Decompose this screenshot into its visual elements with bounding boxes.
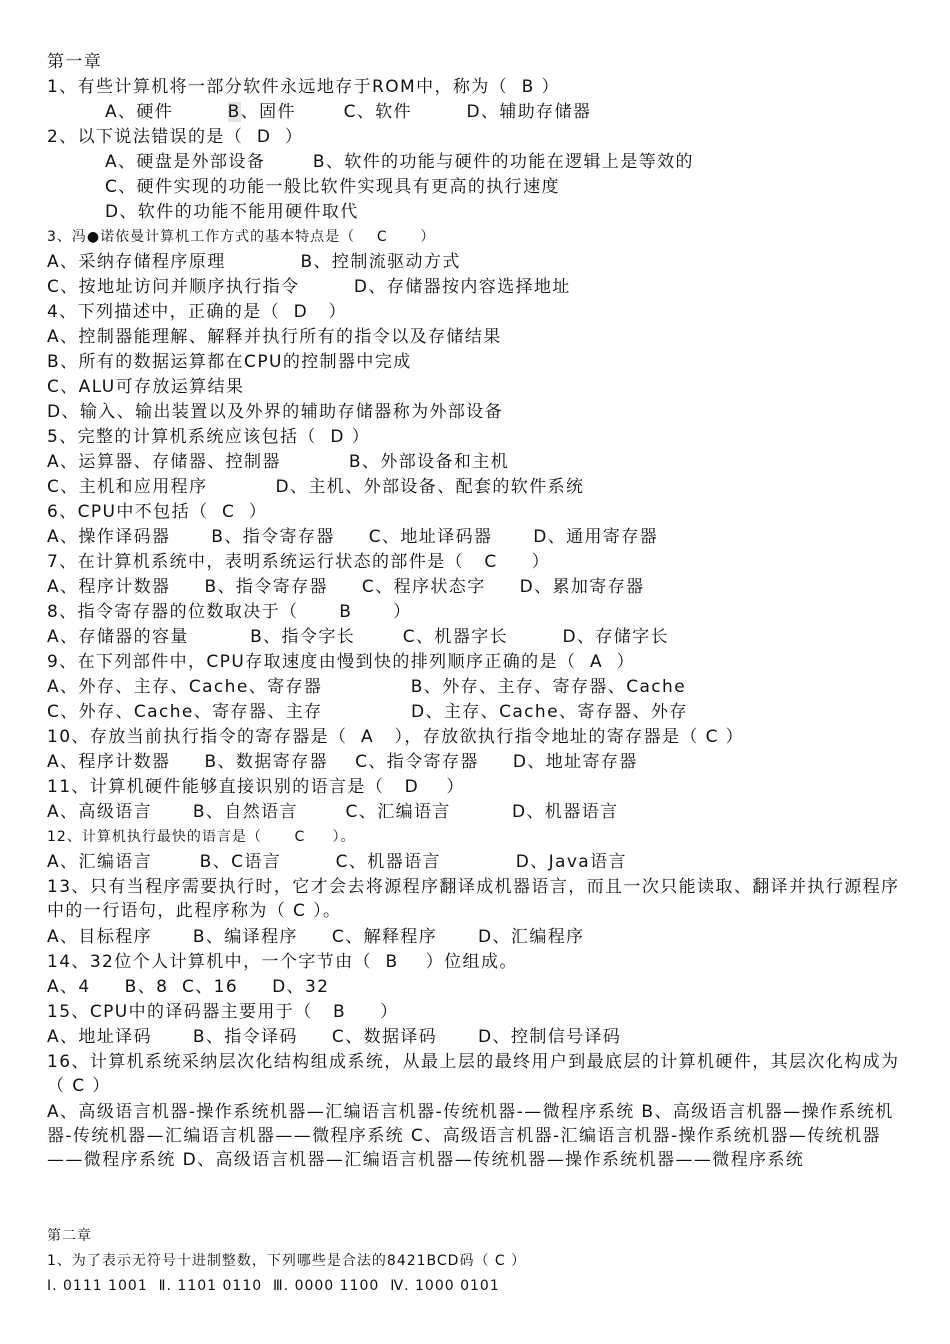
question-8-options: A、存储器的容量 B、指令字长 C、机器字长 D、存储字长 xyxy=(47,627,669,647)
question-12: 12、计算机执行最快的语言是（ C ）。 xyxy=(47,829,356,845)
question-1: 1、有些计算机将一部分软件永远地存于ROM中，称为（ B ） xyxy=(47,77,560,97)
question-10: 10、存放当前执行指令的寄存器是（ A ），存放欲执行指令地址的寄存器是（ C ） xyxy=(47,727,745,747)
question-14: 14、32位个人计算机中，一个字节由（ B ）位组成。 xyxy=(47,952,518,972)
question-2-option-d: D、软件的功能不能用硬件取代 xyxy=(105,202,359,222)
question-5-options-cd: C、主机和应用程序 D、主机、外部设备、配套的软件系统 xyxy=(47,477,585,497)
question-4-option-b: B、所有的数据运算都在CPU的控制器中完成 xyxy=(47,352,412,372)
question-3-options-ab: A、采纳存储程序原理 B、控制流驱动方式 xyxy=(47,252,461,272)
chapter-1-title: 第一章 xyxy=(47,52,103,72)
question-9-options-cd: C、外存、Cache、寄存器、主存 D、主存、Cache、寄存器、外存 xyxy=(47,702,688,722)
question-4: 4、下列描述中，正确的是（ D ） xyxy=(47,302,347,322)
question-2-option-c: C、硬件实现的功能一般比软件实现具有更高的执行速度 xyxy=(105,177,560,197)
question-8: 8、指令寄存器的位数取决于（ B ） xyxy=(47,602,412,622)
question-15: 15、CPU中的译码器主要用于（ B ） xyxy=(47,1002,399,1022)
question-3: 3、冯●诺依曼计算机工作方式的基本特点是（ C ） xyxy=(47,229,436,245)
question-3-options-cd: C、按地址访问并顺序执行指令 D、存储器按内容选择地址 xyxy=(47,277,571,297)
question-7-options: A、程序计数器 B、指令寄存器 C、程序状态字 D、累加寄存器 xyxy=(47,577,645,597)
question-4-option-a: A、控制器能理解、解释并执行所有的指令以及存储结果 xyxy=(47,327,502,347)
question-13: 13、只有当程序需要执行时，它才会去将源程序翻译成机器语言，而且一次只能读取、翻译并执行源程序中的一行语句，此程序称为（ C ）。 xyxy=(47,877,900,921)
question-12-options: A、汇编语言 B、C语言 C、机器语言 D、Java语言 xyxy=(47,852,627,872)
question-5: 5、完整的计算机系统应该包括（ D ） xyxy=(47,427,371,447)
option-a: A、硬件 xyxy=(105,102,228,122)
question-16-options: A、高级语言机器-操作系统机器—汇编语言机器-传统机器-—微程序系统 B、高级语言机器—操作系统机器-传统机器—汇编语言机器——微程序系统 C、高级语言机器-汇编语言机器-操作系统机器—传统机器——微程序系统 D、高级语言机器—汇编语言机器—传统机器—操作系统机器——微程序系统 xyxy=(47,1102,894,1170)
question-1-options xyxy=(105,100,910,124)
chapter-2-question-1: 1、为了表示无符号十进制整数，下列哪些是合法的8421BCD码（ C ） xyxy=(47,1253,527,1269)
question-4-option-d: D、输入、输出装置以及外界的辅助存储器称为外部设备 xyxy=(47,402,504,422)
question-14-options: A、4 B、8 C、16 D、32 xyxy=(47,977,330,997)
question-15-options: A、地址译码 B、指令译码 C、数据译码 D、控制信号译码 xyxy=(47,1027,622,1047)
question-10-options: A、程序计数器 B、数据寄存器 C、指令寄存器 D、地址寄存器 xyxy=(47,752,638,772)
question-6-options: A、操作译码器 B、指令寄存器 C、地址译码器 D、通用寄存器 xyxy=(47,527,659,547)
options-rest: 、固件 C、软件 D、辅助存储器 xyxy=(240,102,592,122)
question-2: 2、以下说法错误的是（ D ） xyxy=(47,127,304,147)
chapter-2-title: 第二章 xyxy=(47,1228,92,1244)
question-4-option-c: C、ALU可存放运算结果 xyxy=(47,377,245,397)
question-5-options-ab: A、运算器、存储器、控制器 B、外部设备和主机 xyxy=(47,452,510,472)
question-6: 6、CPU中不包括（ C ） xyxy=(47,502,268,522)
question-2-options-ab: A、硬盘是外部设备 B、软件的功能与硬件的功能在逻辑上是等效的 xyxy=(105,152,694,172)
question-16: 16、计算机系统采纳层次化结构组成系统，从最上层的最终用户到最底层的计算机硬件，其层次化构成为（ C ） xyxy=(47,1052,900,1096)
question-13-options: A、目标程序 B、编译程序 C、解释程序 D、汇编程序 xyxy=(47,927,585,947)
chapter-2-question-1-options: Ⅰ. 0111 1001 Ⅱ. 1101 0110 Ⅲ. 0000 1100 Ⅳ. 1000 0101 xyxy=(47,1278,500,1294)
question-11-options: A、高级语言 B、自然语言 C、汇编语言 D、机器语言 xyxy=(47,802,619,822)
question-9: 9、在下列部件中，CPU存取速度由慢到快的排列顺序正确的是（ A ） xyxy=(47,652,636,672)
highlighted-letter: B xyxy=(227,102,241,122)
question-7: 7、在计算机系统中，表明系统运行状态的部件是（ C ） xyxy=(47,552,551,572)
question-11: 11、计算机硬件能够直接识别的语言是（ D ） xyxy=(47,777,465,797)
question-9-options-ab: A、外存、主存、Cache、寄存器 B、外存、主存、寄存器、Cache xyxy=(47,677,687,697)
